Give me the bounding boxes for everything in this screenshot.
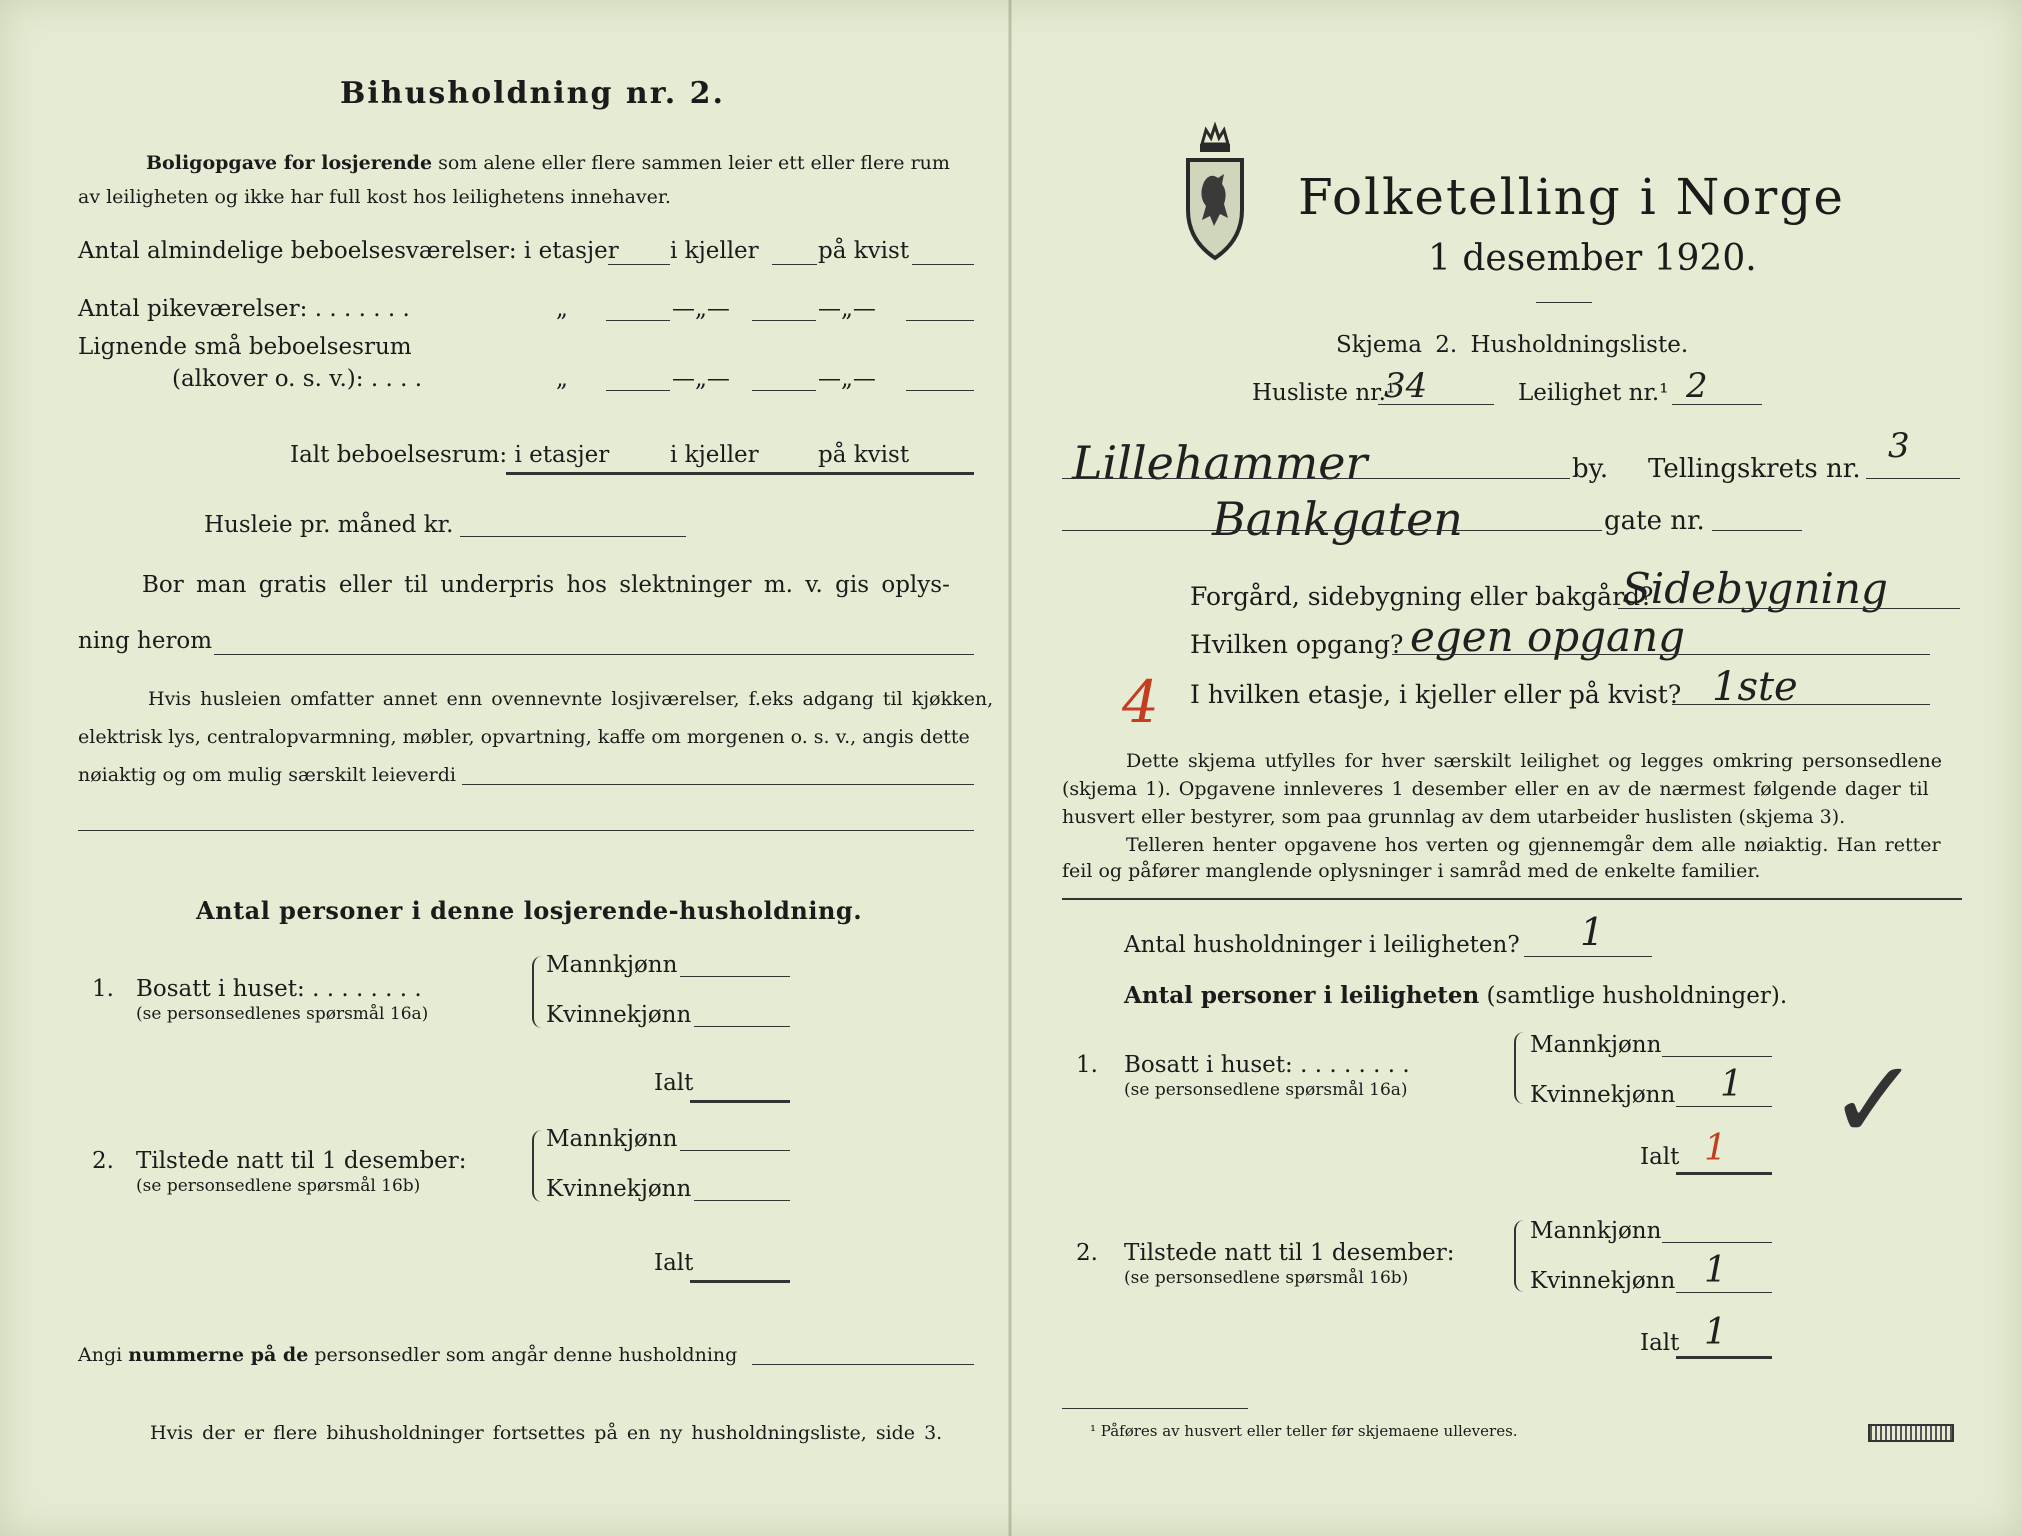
rooms-kjeller-line[interactable] — [772, 264, 817, 265]
gate-label: gate nr. — [1604, 506, 1705, 536]
street-line — [1062, 530, 1602, 531]
etasje-line — [1672, 704, 1930, 705]
etasje-label: I hvilken etasje, i kjeller eller på kvist? — [1190, 680, 1682, 709]
right-q1-ialt-line — [1676, 1172, 1772, 1175]
right-q1-ialt: Ialt — [1640, 1144, 1680, 1170]
instructions-4: Telleren henter opgavene hos verten og gjennemgår dem alle nøiaktig. Han retter — [1126, 834, 1941, 856]
total-rooms-kvist: på kvist — [818, 442, 910, 468]
right-q1-kvinne-line — [1676, 1106, 1772, 1107]
right-q2-ialt-value[interactable]: 1 — [1704, 1312, 1727, 1353]
right-q1-label: Bosatt i huset: . . . . . . . . — [1124, 1052, 1410, 1078]
footnote: ¹ Påføres av husvert eller teller før skjemaene ulleveres. — [1090, 1422, 1518, 1440]
right-q2-kvinne-line — [1676, 1292, 1772, 1293]
left-q2-num: 2. — [92, 1148, 114, 1174]
etasje-marker: 4 — [1122, 668, 1159, 736]
page-fold — [1008, 0, 1012, 1536]
left-q2-label: Tilstede natt til 1 desember: — [136, 1148, 467, 1174]
small-rooms-label-1: Lignende små beboelsesrum — [78, 334, 412, 360]
rooms-kvist-line[interactable] — [912, 264, 974, 265]
right-q2-num: 2. — [1076, 1240, 1098, 1266]
angi-line — [78, 1344, 737, 1366]
right-q2-brace — [1514, 1220, 1526, 1292]
krets-value[interactable]: 3 — [1888, 426, 1910, 466]
small-rooms-line-3[interactable] — [906, 390, 974, 391]
pike-ditto-2: —„— — [672, 296, 730, 322]
left-q1-ialt-line[interactable] — [690, 1100, 790, 1103]
rooms-etasjer-line[interactable] — [608, 264, 670, 265]
includes-line[interactable] — [462, 784, 974, 785]
angi-bold: nummerne på de — [128, 1344, 309, 1366]
left-q2-ialt-line[interactable] — [690, 1280, 790, 1283]
right-q2-mann: Mannkjønn — [1530, 1218, 1662, 1244]
right-q1-ialt-value[interactable]: 1 — [1704, 1128, 1727, 1169]
street-value[interactable]: Bankgaten — [1212, 492, 1463, 546]
husliste-label: Husliste nr.¹ — [1252, 380, 1396, 406]
check-mark-icon: ✓ — [1828, 1036, 1921, 1164]
small-rooms-ditto-2: —„— — [672, 366, 730, 392]
intro-line-1 — [146, 152, 950, 174]
rent-label: Husleie pr. måned kr. — [204, 512, 454, 538]
small-rooms-line-1[interactable] — [606, 390, 670, 391]
left-q1-brace — [532, 956, 544, 1028]
small-rooms-line-2[interactable] — [752, 390, 816, 391]
right-q1-kvinne: Kvinnekjønn — [1530, 1082, 1676, 1108]
form-title: Folketelling i Norge — [1298, 168, 1845, 226]
right-q2-mann-line — [1662, 1242, 1772, 1243]
pike-line-1[interactable] — [606, 320, 670, 321]
town-value[interactable]: Lillehammer — [1072, 436, 1368, 490]
right-q2-ialt: Ialt — [1640, 1330, 1680, 1356]
left-q1-num: 1. — [92, 976, 114, 1002]
total-rooms-kjeller: i kjeller — [670, 442, 759, 468]
leilighet-line — [1672, 404, 1762, 405]
schema-label: Skjema 2. Husholdningsliste. — [1336, 332, 1689, 358]
left-q2-kvinne: Kvinnekjønn — [546, 1176, 692, 1202]
left-q1-kvinne-line[interactable] — [694, 1026, 790, 1027]
left-title: Bihusholdning nr. 2. — [340, 76, 725, 111]
title-rule — [1536, 302, 1592, 303]
instructions-1: Dette skjema utfylles for hver særskilt leilighet og legges omkring personsedlene — [1126, 750, 1942, 772]
opgang-line — [1392, 654, 1930, 655]
opgang-value[interactable]: egen opgang — [1410, 612, 1686, 661]
intro-bold: Boligopgave for losjerende — [146, 152, 433, 174]
includes-line-3: nøiaktig og om mulig særskilt leieverdi — [78, 764, 456, 786]
opgang-label: Hvilken opgang? — [1190, 630, 1404, 659]
rooms-kvist: på kvist — [818, 238, 910, 264]
persons-bold: Antal personer i leiligheten — [1124, 982, 1480, 1009]
households-label: Antal husholdninger i leiligheten? — [1124, 932, 1520, 958]
left-q1-kvinne: Kvinnekjønn — [546, 1002, 692, 1028]
left-q1-sub: (se personsedlenes spørsmål 16a) — [136, 1004, 429, 1024]
angi-rest: personsedler som angår denne husholdning — [314, 1344, 738, 1366]
town-line — [1062, 478, 1570, 479]
rent-line[interactable] — [460, 536, 686, 537]
small-rooms-label-2: (alkover o. s. v.): . . . . — [172, 366, 423, 392]
left-q2-kvinne-line[interactable] — [694, 1200, 790, 1201]
etasje-value[interactable]: 1ste — [1712, 664, 1798, 710]
left-q2-sub: (se personsedlene spørsmål 16b) — [136, 1176, 421, 1196]
left-q1-ialt: Ialt — [654, 1070, 694, 1096]
krets-line — [1866, 478, 1960, 479]
right-q2-sub: (se personsedlene spørsmål 16b) — [1124, 1268, 1409, 1288]
coat-of-arms-icon — [1180, 122, 1250, 272]
left-q1-label: Bosatt i huset: . . . . . . . . — [136, 976, 422, 1002]
left-q2-mann-line[interactable] — [680, 1150, 790, 1151]
rooms-kjeller: i kjeller — [670, 238, 759, 264]
pike-line-2[interactable] — [752, 320, 816, 321]
husliste-line — [1378, 404, 1494, 405]
includes-extra-line[interactable] — [78, 830, 974, 831]
pike-line-3[interactable] — [906, 320, 974, 321]
right-q1-mann-line — [1662, 1056, 1772, 1057]
printer-stamp — [1868, 1424, 1954, 1442]
right-persons-heading — [1124, 982, 1787, 1009]
leilighet-label: Leilighet nr.¹ — [1518, 380, 1669, 406]
right-q2-ialt-line — [1676, 1356, 1772, 1359]
total-rooms-label: Ialt beboelsesrum: i etasjer — [290, 442, 610, 468]
households-line — [1524, 956, 1652, 957]
includes-line-2: elektrisk lys, centralopvarmning, møbler, opvartning, kaffe om morgenen o. s. v., angis dette — [78, 726, 970, 748]
includes-line-1: Hvis husleien omfatter annet enn ovennevnte losjiværelser, f.eks adgang til kjøkken, — [148, 688, 994, 710]
gratis-line-1: Bor man gratis eller til underpris hos slektninger m. v. gis oplys- — [142, 572, 950, 598]
small-rooms-ditto: „ — [556, 366, 568, 392]
households-value[interactable]: 1 — [1580, 910, 1605, 954]
angi-word: Angi — [78, 1344, 123, 1366]
right-q1-sub: (se personsedlene spørsmål 16a) — [1124, 1080, 1408, 1100]
instructions-3: husvert eller bestyrer, som paa grunnlag av dem utarbeider huslisten (skjema 3). — [1062, 806, 1846, 828]
left-footer: Hvis der er flere bihusholdninger fortsettes på en ny husholdningsliste, side 3. — [150, 1422, 943, 1444]
right-q1-num: 1. — [1076, 1052, 1098, 1078]
form-date: 1 desember 1920. — [1428, 238, 1757, 279]
right-q2-kvinne-value[interactable]: 1 — [1704, 1250, 1727, 1291]
leilighet-value[interactable]: 2 — [1686, 366, 1708, 406]
forgard-label: Forgård, sidebygning eller bakgård? — [1190, 582, 1654, 611]
forgard-value[interactable]: Sidebygning — [1622, 564, 1888, 613]
gratis-line[interactable] — [214, 654, 974, 655]
angi-fill-line[interactable] — [752, 1364, 974, 1365]
left-q2-mann: Mannkjønn — [546, 1126, 678, 1152]
right-q2-label: Tilstede natt til 1 desember: — [1124, 1240, 1455, 1266]
left-q2-ialt: Ialt — [654, 1250, 694, 1276]
right-q2-kvinne: Kvinnekjønn — [1530, 1268, 1676, 1294]
instructions-rule — [1062, 898, 1962, 900]
left-q1-mann: Mannkjønn — [546, 952, 678, 978]
footnote-rule — [1062, 1408, 1248, 1409]
right-q1-mann: Mannkjønn — [1530, 1032, 1662, 1058]
persons-rest: (samtlige husholdninger). — [1486, 983, 1788, 1009]
left-persons-heading: Antal personer i denne losjerende-husholdning. — [196, 896, 863, 925]
left-q2-brace — [532, 1130, 544, 1202]
rooms-label: Antal almindelige beboelsesværelser: i etasjer — [78, 238, 619, 264]
instructions-2: (skjema 1). Opgavene innleveres 1 desember eller en av de nærmest følgende dager til — [1062, 778, 1929, 800]
pike-ditto: „ — [556, 296, 568, 322]
instructions-5: feil og påfører manglende oplysninger i samråd med de enkelte familier. — [1062, 860, 1761, 882]
pike-ditto-3: —„— — [818, 296, 876, 322]
right-q1-brace — [1514, 1032, 1526, 1104]
intro-line-2: av leiligheten og ikke har full kost hos leilighetens innehaver. — [78, 186, 671, 208]
small-rooms-ditto-3: —„— — [818, 366, 876, 392]
krets-label: Tellingskrets nr. — [1648, 454, 1861, 484]
total-rooms-underline — [506, 472, 974, 475]
forgard-line — [1618, 608, 1960, 609]
left-q1-mann-line[interactable] — [680, 976, 790, 977]
husliste-value[interactable]: 34 — [1384, 366, 1428, 406]
intro-rest: som alene eller flere sammen leier ett eller flere rum — [438, 152, 950, 174]
gate-line — [1712, 530, 1802, 531]
right-q1-kvinne-value[interactable]: 1 — [1720, 1064, 1743, 1105]
by-label: by. — [1572, 454, 1609, 484]
pike-label: Antal pikeværelser: . . . . . . . — [78, 296, 410, 322]
gratis-line-2: ning herom — [78, 628, 213, 654]
